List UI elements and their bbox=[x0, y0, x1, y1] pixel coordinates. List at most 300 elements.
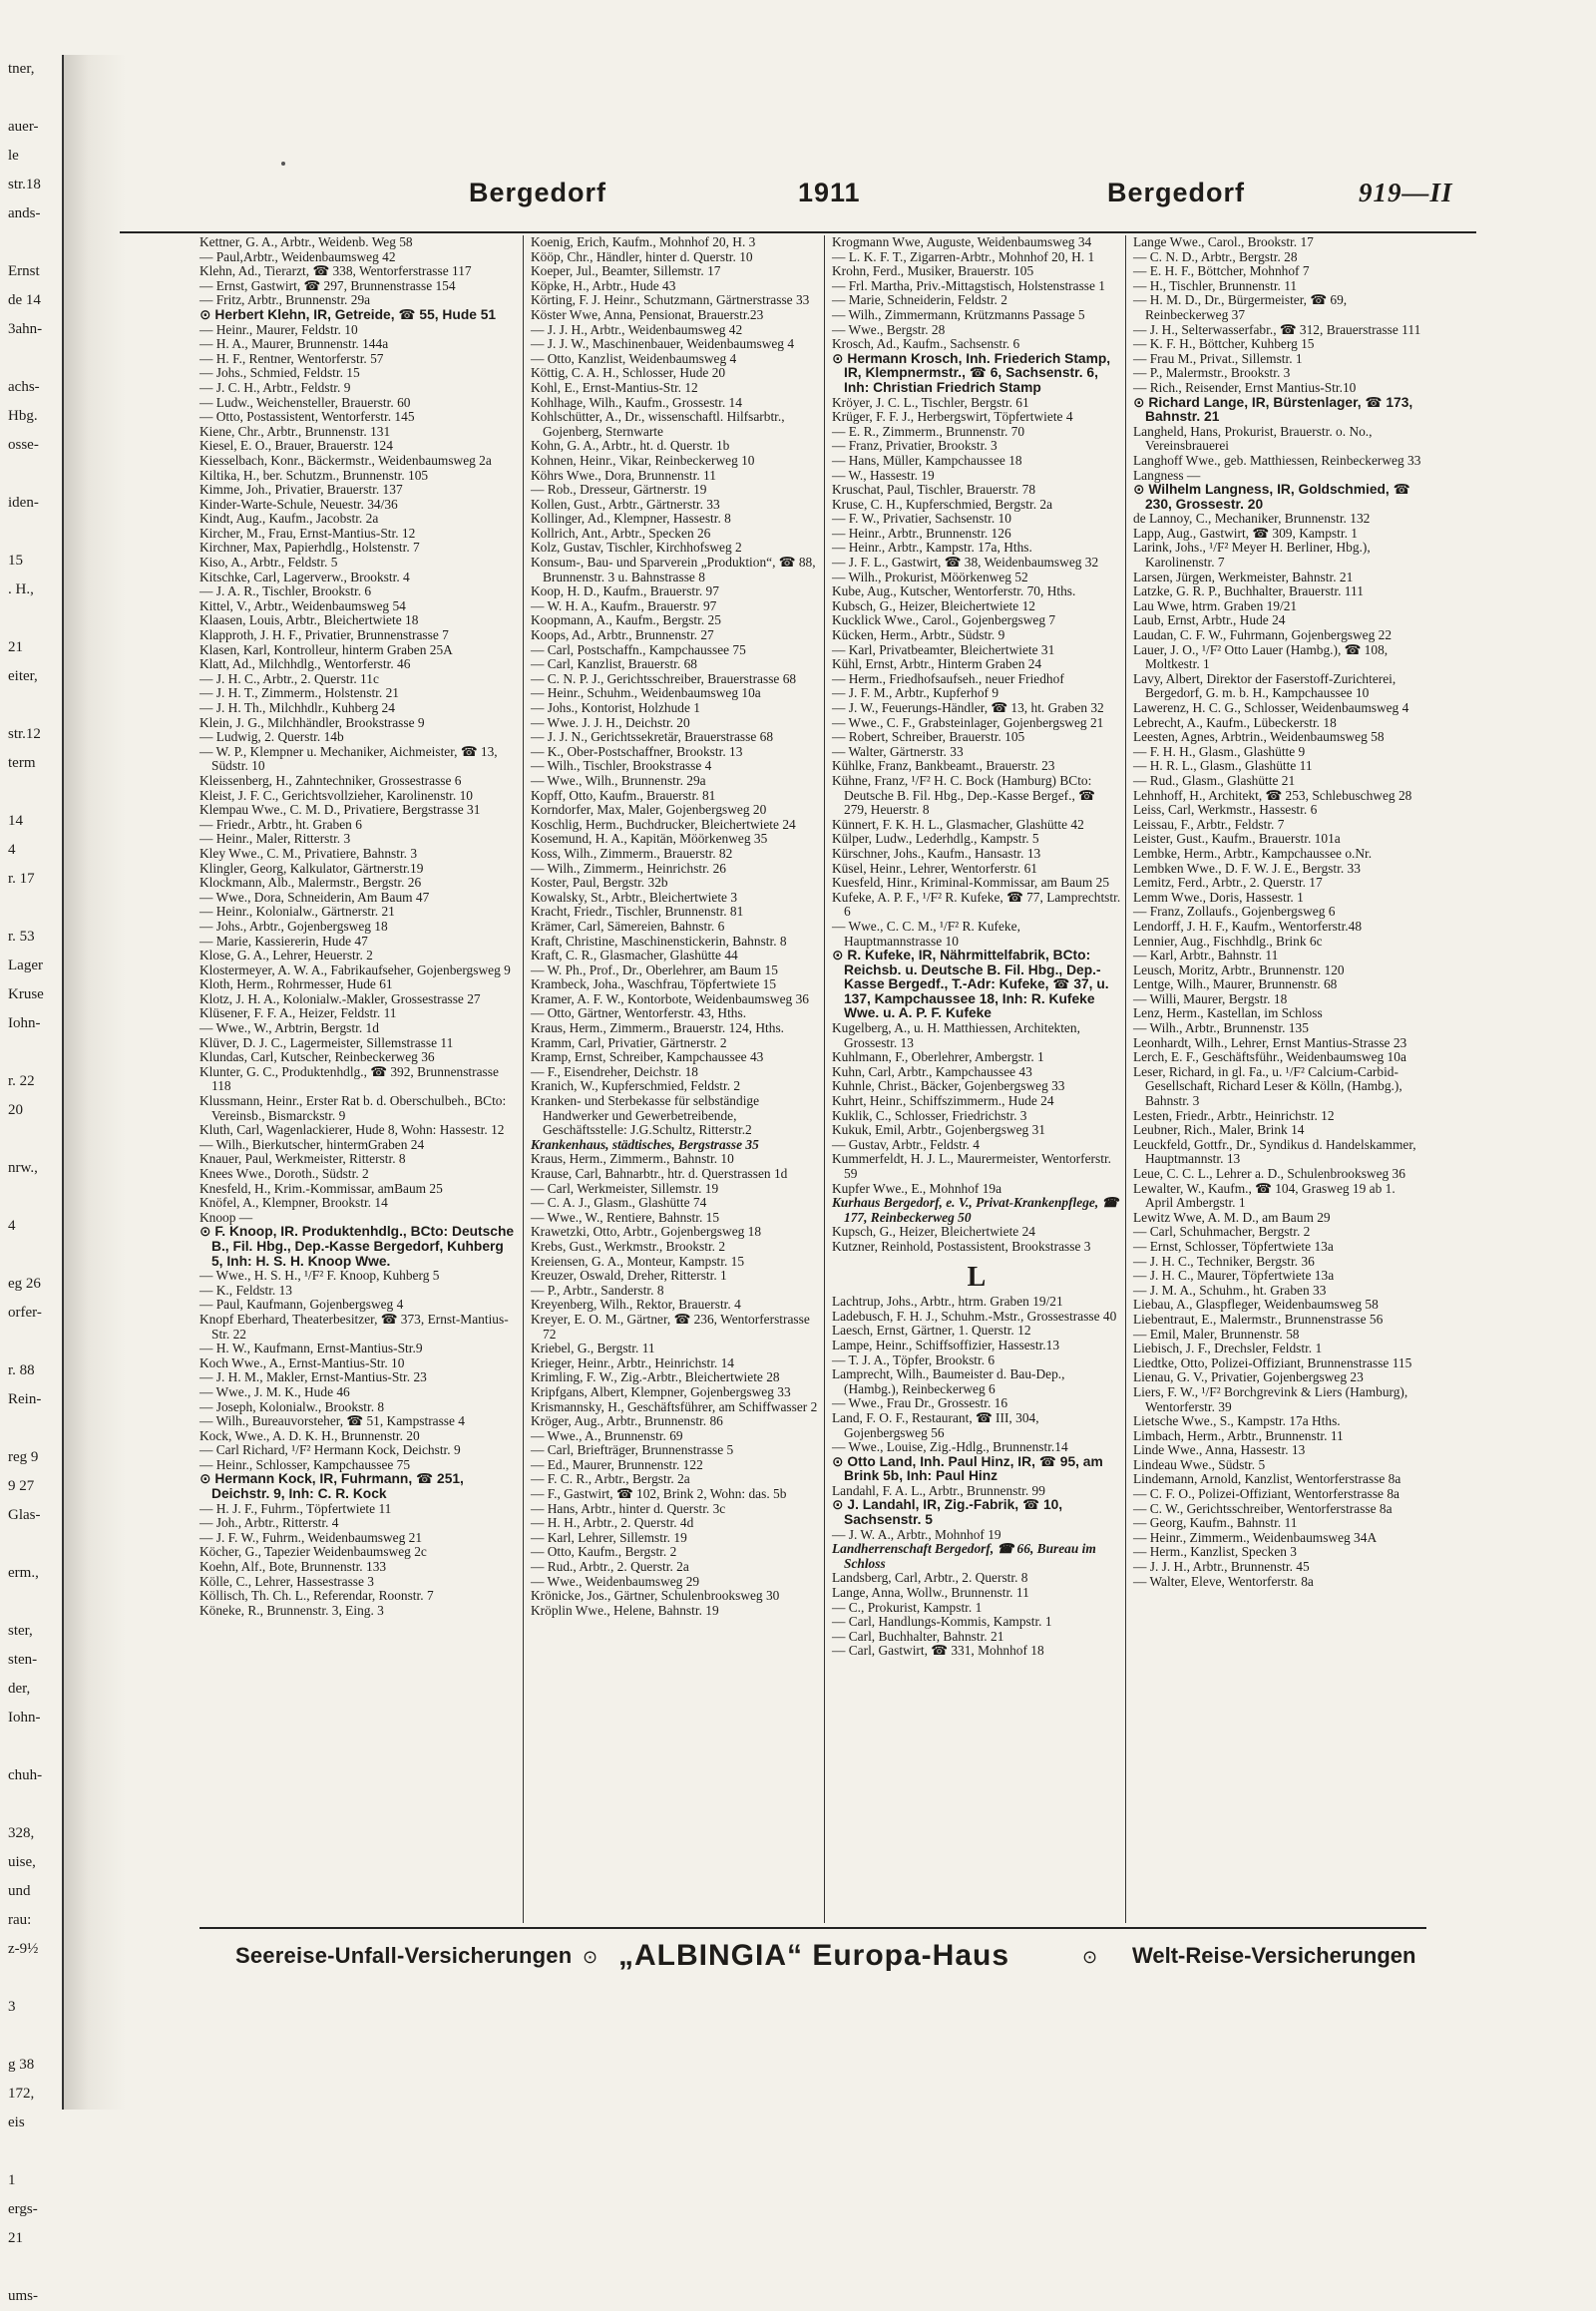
directory-entry: — Johs., Schmied, Feldstr. 15 bbox=[200, 365, 360, 381]
previous-page-text: r. 22 bbox=[8, 1073, 35, 1089]
directory-entry: Kürschner, Johs., Kaufm., Hansastr. 13 bbox=[832, 845, 1041, 861]
directory-entry: Klein, J. G., Milchhändler, Brookstrasse 9 bbox=[200, 714, 425, 730]
footer-separator-icon: ⊙ bbox=[1082, 1947, 1098, 1967]
directory-entry: — W. Ph., Prof., Dr., Oberlehrer, am Baum 15 bbox=[531, 962, 778, 977]
directory-entry: Kummerfeldt, H. J. L., Maurermeister, Wentorferstr. 59 bbox=[832, 1151, 1112, 1181]
directory-entry: Kramer, A. F. W., Kontorbote, Weidenbaumsweg 36 bbox=[531, 990, 809, 1006]
directory-entry: ⊙ Otto Land, Inh. Paul Hinz, IR, ☎ 95, am Brink 5b, Inh: Paul Hinz bbox=[832, 1453, 1103, 1484]
directory-entry: — Heinr., Arbtr., Brunnenstr. 126 bbox=[832, 525, 1011, 541]
directory-entry: Leiss, Carl, Werkmstr., Hassestr. 6 bbox=[1133, 802, 1318, 818]
directory-entry: — Karl, Privatbeamter, Bleichertwiete 31 bbox=[832, 641, 1055, 657]
directory-entry: Lembken Wwe., D. F. W. J. E., Bergstr. 33 bbox=[1133, 860, 1361, 876]
directory-entry: Krönicke, Jos., Gärtner, Schulenbrooksweg 30 bbox=[531, 1588, 780, 1604]
directory-entry: — Wwe. J. J. H., Deichstr. 20 bbox=[531, 714, 690, 730]
previous-page-text: 21 bbox=[8, 2230, 23, 2246]
directory-entry: — Herm., Kanzlist, Specken 3 bbox=[1133, 1544, 1297, 1560]
directory-entry: Kiso, A., Arbtr., Feldstr. 5 bbox=[200, 555, 338, 571]
previous-page-text bbox=[8, 778, 70, 807]
directory-entry: — Marie, Kassiererin, Hude 47 bbox=[200, 933, 368, 949]
directory-entry: Lau Wwe, htrm. Graben 19/21 bbox=[1133, 597, 1298, 613]
directory-entry: — E. H. F., Böttcher, Mohnhof 7 bbox=[1133, 263, 1310, 279]
directory-entry: Kirchner, Max, Papierhdlg., Holstenstr. 7 bbox=[200, 540, 420, 556]
directory-entry: — Carl, Briefträger, Brunnenstrasse 5 bbox=[531, 1442, 734, 1458]
directory-entry: — Herm., Friedhofsaufseh., neuer Friedhof bbox=[832, 670, 1064, 686]
directory-entry: Knopf Eberhard, Theaterbesitzer, ☎ 373, Ernst-Mantius-Str. 22 bbox=[200, 1311, 509, 1342]
directory-entry: Klundas, Carl, Kutscher, Reinbeckerweg 36 bbox=[200, 1049, 435, 1065]
directory-column-4 bbox=[1133, 235, 1424, 1921]
directory-entry: Lindemann, Arnold, Kanzlist, Wentorferstrasse 8a bbox=[1133, 1471, 1401, 1487]
directory-entry: Kramp, Ernst, Schreiber, Kampchaussee 43 bbox=[531, 1049, 764, 1065]
directory-entry: Liers, F. W., ¹/F² Borchgrevink & Liers (Hamburg), Wentorferstr. 39 bbox=[1133, 1383, 1408, 1414]
directory-entry: Land, F. O. F., Restaurant, ☎ III, 304, Gojenbergsweg 56 bbox=[832, 1409, 1039, 1440]
previous-page-text: 3 bbox=[8, 1999, 16, 2015]
directory-entry: — Hans, Müller, Kampchaussee 18 bbox=[832, 452, 1022, 468]
previous-page-text: . H., bbox=[8, 581, 34, 597]
directory-entry: — J. M. A., Schuhm., ht. Graben 33 bbox=[1133, 1282, 1327, 1298]
directory-entry: — Paul,Arbtr., Weidenbaumsweg 42 bbox=[200, 248, 396, 264]
previous-page-text bbox=[8, 604, 70, 633]
directory-entry: Kohl, E., Ernst-Mantius-Str. 12 bbox=[531, 379, 698, 395]
directory-entry: Leonhardt, Wilh., Lehrer, Ernst Mantius-Strasse 23 bbox=[1133, 1034, 1407, 1050]
directory-entry: Kluth, Carl, Wagenlackierer, Hude 8, Wohn: Hassestr. 12 bbox=[200, 1122, 505, 1138]
directory-entry: Krankenhaus, städtisches, Bergstrasse 35 bbox=[531, 1136, 759, 1152]
directory-entry: Lehnhoff, H., Architekt, ☎ 253, Schlebuschweg 28 bbox=[1133, 787, 1412, 803]
directory-entry: Lapp, Aug., Gastwirt, ☎ 309, Kampstr. 1 bbox=[1133, 525, 1358, 541]
directory-entry: — P., Malermstr., Brookstr. 3 bbox=[1133, 365, 1291, 381]
directory-entry: — Ludwig, 2. Querstr. 14b bbox=[200, 729, 344, 745]
page-header bbox=[0, 178, 1596, 217]
directory-entry: — J. J. N., Gerichtssekretär, Brauerstrasse 68 bbox=[531, 729, 774, 745]
directory-entry: Kolz, Gustav, Tischler, Kirchhofsweg 2 bbox=[531, 540, 742, 556]
directory-entry: — J. H. Th., Milchhdlr., Kuhberg 24 bbox=[200, 700, 395, 715]
directory-entry: Lendorff, J. H. F., Kaufm., Wentorferstr.48 bbox=[1133, 918, 1363, 934]
directory-entry: — K., Feldstr. 13 bbox=[200, 1282, 292, 1298]
directory-entry: — Wwe., Weidenbaumsweg 29 bbox=[531, 1573, 700, 1589]
directory-entry: Küsel, Heinr., Lehrer, Wentorferstr. 61 bbox=[832, 860, 1038, 876]
directory-entry: Koehn, Alf., Bote, Brunnenstr. 133 bbox=[200, 1559, 387, 1575]
previous-page-text bbox=[8, 2137, 70, 2166]
previous-page-text: r. 53 bbox=[8, 929, 35, 945]
directory-entry: — H. W., Kaufmann, Ernst-Mantius-Str.9 bbox=[200, 1341, 423, 1356]
directory-entry: — Frau M., Privat., Sillemstr. 1 bbox=[1133, 350, 1303, 366]
previous-page-text: 4 bbox=[8, 1218, 16, 1234]
directory-entry: Leister, Gust., Kaufm., Brauerstr. 101a bbox=[1133, 831, 1341, 847]
previous-page-text bbox=[8, 1328, 70, 1356]
directory-entry: — K. F. H., Böttcher, Kuhberg 15 bbox=[1133, 336, 1315, 352]
directory-column-3 bbox=[832, 235, 1121, 1921]
directory-entry: — Rud., Arbtr., 2. Querstr. 2a bbox=[531, 1559, 689, 1575]
directory-entry: Langness — bbox=[1133, 467, 1201, 483]
directory-entry: — W. H. A., Kaufm., Brauerstr. 97 bbox=[531, 597, 717, 613]
directory-entry: — J. F. M., Arbtr., Kupferhof 9 bbox=[832, 685, 999, 701]
directory-entry: Ladebusch, F. H. J., Schuhm.-Mstr., Grossestrasse 40 bbox=[832, 1308, 1117, 1324]
page-gutter bbox=[64, 55, 126, 2110]
previous-page-text bbox=[8, 894, 70, 923]
directory-entry: Knees Wwe., Doroth., Südstr. 2 bbox=[200, 1166, 369, 1181]
speck bbox=[281, 162, 285, 166]
directory-entry: Köhrs Wwe., Dora, Brunnenstr. 11 bbox=[531, 467, 716, 483]
directory-entry: — Wilh., Prokurist, Möörkenweg 52 bbox=[832, 569, 1028, 584]
previous-page-text bbox=[8, 1125, 70, 1154]
directory-entry: — Robert, Schreiber, Brauerstr. 105 bbox=[832, 729, 1025, 745]
directory-entry: Linde Wwe., Anna, Hassestr. 13 bbox=[1133, 1442, 1306, 1458]
directory-entry: — J. C. H., Arbtr., Feldstr. 9 bbox=[200, 379, 351, 395]
directory-entry: — Rud., Glasm., Glashütte 21 bbox=[1133, 772, 1296, 788]
directory-entry: Kindt, Aug., Kaufm., Jacobstr. 2a bbox=[200, 511, 379, 527]
previous-page-text: uise, bbox=[8, 1854, 36, 1870]
footer-center-ad: „ALBINGIA“ Europa-Haus bbox=[618, 1939, 1010, 1972]
directory-entry: — Heinr., Arbtr., Kampstr. 17a, Hths. bbox=[832, 540, 1032, 556]
previous-page-text: 172, bbox=[8, 2086, 35, 2102]
previous-page-text: 21 bbox=[8, 639, 23, 655]
directory-entry: Lennier, Aug., Fischhdlg., Brink 6c bbox=[1133, 933, 1323, 949]
directory-entry: Lesten, Friedr., Arbtr., Heinrichstr. 12 bbox=[1133, 1107, 1335, 1123]
directory-entry: Lemitz, Ferd., Arbtr., 2. Querstr. 17 bbox=[1133, 875, 1323, 891]
directory-entry: — Paul, Kaufmann, Gojenbergsweg 4 bbox=[200, 1297, 404, 1313]
previous-page-text: orfer- bbox=[8, 1305, 42, 1321]
directory-entry: Koopmann, A., Kaufm., Bergstr. 25 bbox=[531, 612, 721, 628]
directory-entry: Lange, Anna, Wollw., Brunnenstr. 11 bbox=[832, 1585, 1029, 1601]
directory-entry: — F., Gastwirt, ☎ 102, Brink 2, Wohn: das. 5b bbox=[531, 1486, 787, 1502]
previous-page-text: eg 26 bbox=[8, 1276, 41, 1292]
directory-entry: — Fritz, Arbtr., Brunnenstr. 29a bbox=[200, 292, 371, 308]
directory-entry: — C. A. J., Glasm., Glashütte 74 bbox=[531, 1195, 707, 1211]
directory-entry: — Johs., Kontorist, Holzhude 1 bbox=[531, 700, 700, 715]
directory-entry: Kreuzer, Oswald, Dreher, Ritterstr. 1 bbox=[531, 1268, 727, 1284]
previous-page-text bbox=[8, 1414, 70, 1443]
footer-left-ad: Seereise-Unfall-Versicherungen bbox=[235, 1943, 573, 1968]
directory-entry: — F. C. R., Arbtr., Bergstr. 2a bbox=[531, 1471, 690, 1487]
directory-entry: Laesch, Ernst, Gärtner, 1. Querstr. 12 bbox=[832, 1323, 1031, 1339]
directory-entry: Kreyer, E. O. M., Gärtner, ☎ 236, Wentorferstrasse 72 bbox=[531, 1311, 810, 1342]
directory-entry: Klaasen, Louis, Arbtr., Bleichertwiete 18 bbox=[200, 612, 419, 628]
directory-entry: — C. W., Gerichtsschreiber, Wentorferstrasse 8a bbox=[1133, 1500, 1393, 1516]
directory-entry: — Johs., Arbtr., Gojenbergsweg 18 bbox=[200, 918, 388, 934]
directory-entry: Konsum-, Bau- und Sparverein „Produktion“, ☎ 88, Brunnenstr. 3 u. Bahnstrasse 8 bbox=[531, 555, 816, 584]
directory-entry: Kubsch, G., Heizer, Bleichertwiete 12 bbox=[832, 597, 1035, 613]
directory-entry: Kraus, Herm., Zimmerm., Brauerstr. 124, Hths. bbox=[531, 1020, 785, 1036]
directory-entry: — K., Ober-Postschaffner, Brookstr. 13 bbox=[531, 743, 743, 759]
directory-entry: — Carl, Postschaffn., Kampchaussee 75 bbox=[531, 641, 746, 657]
header-left-place: Bergedorf bbox=[469, 178, 607, 207]
directory-entry: Kööp, Chr., Händler, hinter d. Querstr. 10 bbox=[531, 248, 753, 264]
directory-entry: Klose, G. A., Lehrer, Heuerstr. 2 bbox=[200, 948, 373, 963]
directory-entry: Lachtrup, Johs., Arbtr., htrm. Graben 19/21 bbox=[832, 1294, 1063, 1310]
directory-entry: Kreiensen, G. A., Monteur, Kampstr. 15 bbox=[531, 1253, 745, 1269]
directory-entry: — Wilh., Zimmerm., Heinrichstr. 26 bbox=[531, 860, 726, 876]
directory-entry: Lietsche Wwe., S., Kampstr. 17a Hths. bbox=[1133, 1413, 1341, 1429]
directory-entry: Kripfgans, Albert, Klempner, Gojenbergsweg 33 bbox=[531, 1383, 791, 1399]
directory-entry: Kupsch, G., Heizer, Bleichertwiete 24 bbox=[832, 1224, 1035, 1240]
directory-entry: — Wilh., Bierkutscher, hintermGraben 24 bbox=[200, 1136, 425, 1152]
previous-page-text: str.18 bbox=[8, 177, 41, 193]
previous-page-text: eis bbox=[8, 2115, 25, 2130]
directory-entry: Kohlhage, Wilh., Kaufm., Grossestr. 14 bbox=[531, 394, 742, 410]
directory-entry: — Rob., Dresseur, Gärtnerstr. 19 bbox=[531, 482, 707, 498]
previous-page-text bbox=[8, 1038, 70, 1067]
directory-entry: Kufeke, A. P. F., ¹/F² R. Kufeke, ☎ 77, Lamprechtstr. 6 bbox=[832, 889, 1121, 920]
previous-page-text bbox=[8, 2022, 70, 2051]
previous-page-text bbox=[8, 2253, 70, 2282]
directory-entry: Lemm Wwe., Doris, Hassestr. 1 bbox=[1133, 889, 1304, 905]
directory-entry: — Wwe., Bergstr. 28 bbox=[832, 321, 946, 337]
previous-page-text bbox=[8, 1241, 70, 1270]
directory-entry: Kramm, Carl, Privatier, Gärtnerstr. 2 bbox=[531, 1034, 727, 1050]
directory-entry: — W. P., Klempner u. Mechaniker, Aichmeister, ☎ 13, Südstr. 10 bbox=[200, 743, 498, 774]
directory-entry: — Willi, Maurer, Bergstr. 18 bbox=[1133, 990, 1288, 1006]
directory-entry: Külper, Ludw., Lederhdlg., Kampstr. 5 bbox=[832, 831, 1039, 847]
directory-entry: — Georg, Kaufm., Bahnstr. 11 bbox=[1133, 1515, 1298, 1531]
directory-entry: Krieger, Heinr., Arbtr., Heinrichstr. 14 bbox=[531, 1354, 734, 1370]
directory-entry: Lentge, Wilh., Maurer, Brunnenstr. 68 bbox=[1133, 976, 1338, 992]
previous-page-text bbox=[8, 691, 70, 720]
directory-entry: Koster, Paul, Bergstr. 32b bbox=[531, 875, 668, 891]
directory-entry: Krosch, Ad., Kaufm., Sachsenstr. 6 bbox=[832, 336, 1020, 352]
directory-entry: — J. H. C., Arbtr., 2. Querstr. 11c bbox=[200, 670, 379, 686]
directory-entry: Kranken- und Sterbekasse für selbständige Handwerker und Gewerbetreibende, Geschäftsstelle: J.G.Schultz, Ritterstr.2 bbox=[531, 1093, 760, 1138]
directory-entry: — Joseph, Kolonialw., Brookstr. 8 bbox=[200, 1398, 385, 1414]
directory-entry: Köneke, R., Brunnenstr. 3, Eing. 3 bbox=[200, 1602, 384, 1618]
directory-entry: Kiene, Chr., Arbtr., Brunnenstr. 131 bbox=[200, 423, 391, 439]
directory-entry: — Wwe., C. C. M., ¹/F² R. Kufeke, Hauptmannstrasse 10 bbox=[832, 918, 1020, 949]
directory-entry: — H., Tischler, Brunnenstr. 11 bbox=[1133, 277, 1298, 293]
directory-entry: — J. H., Selterwasserfabr., ☎ 312, Brauerstrasse 111 bbox=[1133, 321, 1421, 337]
directory-entry: Liebisch, J. F., Drechsler, Feldstr. 1 bbox=[1133, 1341, 1323, 1356]
directory-entry: — H. R. L., Glasm., Glashütte 11 bbox=[1133, 758, 1313, 774]
directory-entry: Krohn, Ferd., Musiker, Brauerstr. 105 bbox=[832, 263, 1034, 279]
directory-entry: — Otto, Postassistent, Wentorferstr. 145 bbox=[200, 409, 415, 425]
previous-page-text: 328, bbox=[8, 1825, 35, 1841]
directory-entry: Koops, Ad., Arbtr., Brunnenstr. 27 bbox=[531, 627, 714, 643]
previous-page-text: rau: bbox=[8, 1912, 32, 1928]
directory-entry: — Marie, Schneiderin, Feldstr. 2 bbox=[832, 292, 1007, 308]
directory-entry: — Carl, Gastwirt, ☎ 331, Mohnhof 18 bbox=[832, 1643, 1044, 1659]
directory-entry: Klussmann, Heinr., Erster Rat b. d. Oberschulbeh., BCto: Vereinsb., Bismarckstr. 9 bbox=[200, 1093, 507, 1123]
directory-entry: Knoop — bbox=[200, 1209, 253, 1225]
directory-entry: Leissau, F., Arbtr., Feldstr. 7 bbox=[1133, 816, 1285, 832]
directory-entry: — Emil, Maler, Brunnenstr. 58 bbox=[1133, 1326, 1300, 1342]
directory-entry: ⊙ Hermann Kock, IR, Fuhrmann, ☎ 251, Deichstr. 9, Inh: C. R. Kock bbox=[200, 1471, 464, 1502]
directory-entry: Lange Wwe., Carol., Brookstr. 17 bbox=[1133, 234, 1314, 249]
directory-entry: Kruschat, Paul, Tischler, Brauerstr. 78 bbox=[832, 482, 1036, 498]
directory-entry: Kuhlmann, F., Oberlehrer, Ambergstr. 1 bbox=[832, 1049, 1044, 1065]
directory-column-2 bbox=[531, 235, 820, 1921]
directory-entry: — J. H. T., Zimmerm., Holstenstr. 21 bbox=[200, 685, 399, 701]
directory-entry: Körting, F. J. Heinr., Schutzmann, Gärtnerstrasse 33 bbox=[531, 292, 810, 308]
directory-entry: — Gustav, Arbtr., Feldstr. 4 bbox=[832, 1136, 980, 1152]
directory-entry: Künnert, F. K. H. L., Glasmacher, Glashütte 42 bbox=[832, 816, 1084, 832]
directory-entry: Kollinger, Ad., Klempner, Hassestr. 8 bbox=[531, 511, 731, 527]
directory-entry: Leubner, Rich., Maler, Brink 14 bbox=[1133, 1122, 1305, 1138]
directory-entry: — P., Arbtr., Sanderstr. 8 bbox=[531, 1282, 664, 1298]
directory-entry: Kowalsky, St., Arbtr., Bleichertwiete 3 bbox=[531, 889, 738, 905]
previous-page-text: sten- bbox=[8, 1652, 38, 1668]
directory-entry: Lerch, E. F., Geschäftsführ., Weidenbaumsweg 10a bbox=[1133, 1049, 1406, 1065]
directory-entry: Kranich, W., Kupferschmied, Feldstr. 2 bbox=[531, 1078, 741, 1094]
directory-entry: — Frl. Martha, Priv.-Mittagstisch, Holstenstrasse 1 bbox=[832, 277, 1105, 293]
directory-entry: — Wwe., Wilh., Brunnenstr. 29a bbox=[531, 772, 706, 788]
previous-page-text: nrw., bbox=[8, 1160, 38, 1176]
directory-entry: — Wwe., C. F., Grabsteinlager, Gojenbergsweg 21 bbox=[832, 714, 1104, 730]
previous-page-text: ergs- bbox=[8, 2201, 38, 2217]
directory-entry: Landsberg, Carl, Arbtr., 2. Querstr. 8 bbox=[832, 1570, 1028, 1586]
page-number: 919—II bbox=[1359, 178, 1453, 207]
directory-entry: — Wwe., W., Arbtrin, Bergstr. 1d bbox=[200, 1020, 379, 1036]
directory-entry: de Lannoy, C., Mechaniker, Brunnenstr. 132 bbox=[1133, 511, 1371, 527]
directory-entry: Klempau Wwe., C. M. D., Privatiere, Bergstrasse 31 bbox=[200, 802, 481, 818]
directory-entry: Krause, Carl, Bahnarbtr., htr. d. Querstrassen 1d bbox=[531, 1166, 788, 1181]
directory-entry: Kley Wwe., C. M., Privatiere, Bahnstr. 3 bbox=[200, 845, 418, 861]
directory-entry: — Joh., Arbtr., Ritterstr. 4 bbox=[200, 1515, 339, 1531]
directory-entry: ⊙ Richard Lange, IR, Bürstenlager, ☎ 173, Bahnstr. 21 bbox=[1133, 394, 1413, 425]
directory-entry: Landherrenschaft Bergedorf, ☎ 66, Bureau im Schloss bbox=[832, 1541, 1096, 1571]
directory-entry: Koch Wwe., A., Ernst-Mantius-Str. 10 bbox=[200, 1354, 405, 1370]
directory-entry: — Walter, Eleve, Wentorferstr. 8a bbox=[1133, 1573, 1314, 1589]
previous-page-text bbox=[8, 518, 70, 547]
directory-entry: — Carl, Handlungs-Kommis, Kampstr. 1 bbox=[832, 1614, 1052, 1630]
directory-entry: Lawerenz, H. C. G., Schlosser, Weidenbaumsweg 4 bbox=[1133, 700, 1409, 715]
directory-entry: Liebau, A., Glaspfleger, Weidenbaumsweg 58 bbox=[1133, 1297, 1379, 1313]
directory-entry: Kloth, Herm., Rohrmesser, Hude 61 bbox=[200, 976, 393, 992]
previous-page-text: Hbg. bbox=[8, 408, 38, 424]
directory-entry: Kircher, M., Frau, Ernst-Mantius-Str. 12 bbox=[200, 525, 416, 541]
previous-page-text: reg 9 bbox=[8, 1449, 39, 1465]
previous-page-text: iden- bbox=[8, 495, 39, 511]
previous-page-text: 14 bbox=[8, 813, 23, 829]
directory-entry: Kitschke, Carl, Lagerverw., Brookstr. 4 bbox=[200, 569, 410, 584]
directory-entry: — Ludw., Weichensteller, Brauerstr. 60 bbox=[200, 394, 411, 410]
previous-page-text bbox=[8, 1183, 70, 1212]
directory-entry: — Carl, Buchhalter, Bahnstr. 21 bbox=[832, 1628, 1004, 1644]
directory-entry: Kröyer, J. C. L., Tischler, Bergstr. 61 bbox=[832, 394, 1029, 410]
directory-entry: — Hans, Arbtr., hinter d. Querstr. 3c bbox=[531, 1500, 726, 1516]
directory-entry: Koop, H. D., Kaufm., Brauerstr. 97 bbox=[531, 583, 719, 599]
directory-column-1 bbox=[200, 235, 517, 1921]
directory-entry: Klunter, G. C., Produktenhdlg., ☎ 392, Brunnenstrasse 118 bbox=[200, 1063, 499, 1094]
directory-entry: Kohn, G. A., Arbtr., ht. d. Querstr. 1b bbox=[531, 438, 730, 454]
directory-entry: — Carl, Werkmeister, Sillemstr. 19 bbox=[531, 1180, 719, 1196]
directory-entry: — H. M. D., Dr., Bürgermeister, ☎ 69, Reinbeckerweg 37 bbox=[1133, 292, 1348, 322]
directory-entry: Kraft, Christine, Maschinenstickerin, Bahnstr. 8 bbox=[531, 933, 787, 949]
directory-entry: Knesfeld, H., Krim.-Kommissar, amBaum 25 bbox=[200, 1180, 443, 1196]
directory-entry: Koeper, Jul., Beamter, Sillemstr. 17 bbox=[531, 263, 721, 279]
directory-entry: — C. N. D., Arbtr., Bergstr. 28 bbox=[1133, 248, 1298, 264]
footer-right-ad: Welt-Reise-Versicherungen bbox=[1132, 1943, 1416, 1968]
directory-entry: Kröger, Aug., Arbtr., Brunnenstr. 86 bbox=[531, 1413, 723, 1429]
directory-entry: — Carl, Kanzlist, Brauerstr. 68 bbox=[531, 656, 697, 672]
directory-entry: Klüsener, F. F. A., Heizer, Feldstr. 11 bbox=[200, 1005, 397, 1021]
directory-entry: Koschlig, Herm., Buchdrucker, Bleichertwiete 24 bbox=[531, 816, 796, 832]
directory-entry: Kuhrt, Heinr., Schiffszimmerm., Hude 24 bbox=[832, 1093, 1054, 1109]
directory-entry: Kracht, Friedr., Tischler, Brunnenstr. 81 bbox=[531, 904, 744, 920]
directory-entry: Lindeau Wwe., Südstr. 5 bbox=[1133, 1456, 1266, 1472]
directory-entry: Kucklick Wwe., Carol., Gojenbergsweg 7 bbox=[832, 612, 1056, 628]
directory-entry: — Franz, Privatier, Brookstr. 3 bbox=[832, 438, 998, 454]
directory-entry: Kohnen, Heinr., Vikar, Reinbeckerweg 10 bbox=[531, 452, 755, 468]
header-right-place: Bergedorf bbox=[1107, 178, 1246, 207]
directory-entry: Kuhnle, Christ., Bäcker, Gojenbergsweg 33 bbox=[832, 1078, 1065, 1094]
directory-entry: — Otto, Kanzlist, Weidenbaumsweg 4 bbox=[531, 350, 737, 366]
previous-page-text bbox=[8, 460, 70, 489]
directory-entry: Kreyenberg, Wilh., Rektor, Brauerstr. 4 bbox=[531, 1297, 741, 1313]
directory-entry: — Ernst, Gastwirt, ☎ 297, Brunnenstrasse 154 bbox=[200, 277, 456, 293]
directory-entry: Kraft, C. R., Glasmacher, Glashütte 44 bbox=[531, 948, 738, 963]
directory-entry: Lebrecht, A., Kaufm., Lübeckerstr. 18 bbox=[1133, 714, 1337, 730]
directory-entry: ⊙ F. Knoop, IR. Produktenhdlg., BCto: Deutsche B., Fil. Hbg., Dep.-Kasse Bergedorf, Kuhberg 5, Inh: H. S. H. Knoop Wwe. bbox=[200, 1224, 515, 1269]
directory-entry: Köster Wwe, Anna, Pensionat, Brauerstr.23 bbox=[531, 306, 764, 322]
previous-page-text: Ernst bbox=[8, 263, 40, 279]
directory-entry: Leuckfeld, Gottfr., Dr., Syndikus d. Handelskammer, Hauptmannstr. 13 bbox=[1133, 1136, 1416, 1167]
directory-entry: Lienau, G. V., Privatier, Gojenbergsweg 23 bbox=[1133, 1369, 1364, 1385]
previous-page-text: str.12 bbox=[8, 726, 41, 742]
directory-entry: Krimling, F. W., Zig.-Arbtr., Bleichertwiete 28 bbox=[531, 1369, 780, 1385]
directory-entry: Laub, Ernst, Arbtr., Hude 24 bbox=[1133, 612, 1286, 628]
directory-entry: — J. F. L., Gastwirt, ☎ 38, Weidenbaumsweg 32 bbox=[832, 555, 1099, 571]
previous-page-text: le bbox=[8, 148, 19, 164]
footer-rule bbox=[200, 1927, 1426, 1929]
previous-page-text: tner, bbox=[8, 61, 35, 77]
directory-entry: Larink, Johs., ¹/F² Meyer H. Berliner, Hbg.), Karolinenstr. 7 bbox=[1133, 540, 1371, 571]
directory-entry: — J. J. H., Arbtr., Weidenbaumsweg 42 bbox=[531, 321, 743, 337]
directory-entry: Koenig, Erich, Kaufm., Mohnhof 20, H. 3 bbox=[531, 234, 756, 249]
directory-entry: — J. J. H., Arbtr., Brunnenstr. 45 bbox=[1133, 1559, 1310, 1575]
directory-entry: — Wwe., Dora, Schneiderin, Am Baum 47 bbox=[200, 889, 430, 905]
directory-entry: — E. R., Zimmerm., Brunnenstr. 70 bbox=[832, 423, 1025, 439]
section-letter: L bbox=[967, 1261, 987, 1293]
directory-entry: Klockmann, Alb., Malermstr., Bergstr. 26 bbox=[200, 875, 422, 891]
directory-entry: Lampe, Heinr., Schiffsoffizier, Hassestr.13 bbox=[832, 1337, 1060, 1352]
previous-page-text: 15 bbox=[8, 553, 23, 569]
directory-entry: — J. W., Feuerungs-Händler, ☎ 13, ht. Graben 32 bbox=[832, 700, 1104, 715]
directory-entry: Liebentraut, E., Malermstr., Brunnenstrasse 56 bbox=[1133, 1311, 1384, 1327]
directory-entry: — F. W., Privatier, Sachsenstr. 10 bbox=[832, 511, 1011, 527]
previous-page-fragment bbox=[0, 55, 64, 2304]
previous-page-text: 4 bbox=[8, 842, 16, 858]
directory-entry: — J. W. A., Arbtr., Mohnhof 19 bbox=[832, 1526, 1001, 1542]
directory-entry: Leusch, Moritz, Arbtr., Brunnenstr. 120 bbox=[1133, 962, 1345, 977]
directory-entry: Lauer, J. O., ¹/F² Otto Lauer (Hambg.), ☎ 108, Moltkestr. 1 bbox=[1133, 641, 1389, 672]
directory-entry: Limbach, Herm., Arbtr., Brunnenstr. 11 bbox=[1133, 1427, 1344, 1443]
directory-entry: Kimme, Joh., Privatier, Brauerstr. 137 bbox=[200, 482, 403, 498]
directory-entry: Kollrich, Ant., Arbtr., Specken 26 bbox=[531, 525, 711, 541]
directory-entry: — Wwe., Louise, Zig.-Hdlg., Brunnenstr.14 bbox=[832, 1439, 1068, 1455]
directory-entry: — Heinr., Zimmerm., Weidenbaumsweg 34A bbox=[1133, 1529, 1378, 1545]
directory-entry: Kube, Aug., Kutscher, Wentorferstr. 70, Hths. bbox=[832, 583, 1076, 599]
directory-entry: Klasen, Karl, Kontrolleur, hinterm Graben 25A bbox=[200, 641, 453, 657]
directory-entry: — Walter, Gärtnerstr. 33 bbox=[832, 743, 964, 759]
directory-entry: — Wilh., Bureauvorsteher, ☎ 51, Kampstrasse 4 bbox=[200, 1413, 466, 1429]
directory-entry: Kriebel, G., Bergstr. 11 bbox=[531, 1341, 655, 1356]
previous-page-text: Iohn- bbox=[8, 1015, 41, 1031]
directory-entry: Klingler, Georg, Kalkulator, Gärtnerstr.19 bbox=[200, 860, 424, 876]
column-divider bbox=[523, 235, 524, 1923]
previous-page-text bbox=[8, 228, 70, 257]
directory-entry: — C., Prokurist, Kampstr. 1 bbox=[832, 1599, 983, 1615]
directory-entry: Kosemund, H. A., Kapitän, Möörkenweg 35 bbox=[531, 831, 768, 847]
previous-page-text: eiter, bbox=[8, 668, 38, 684]
directory-entry: — F. H. H., Glasm., Glashütte 9 bbox=[1133, 743, 1306, 759]
directory-entry: — Wilh., Zimmermann, Krützmanns Passage 5 bbox=[832, 306, 1085, 322]
directory-entry: Krambeck, Joha., Waschfrau, Töpfertwiete 15 bbox=[531, 976, 777, 992]
previous-page-text: und bbox=[8, 1883, 31, 1899]
directory-entry: — Wwe., J. M. K., Hude 46 bbox=[200, 1383, 350, 1399]
directory-entry: Klostermeyer, A. W. A., Fabrikaufseher, Gojenbergsweg 9 bbox=[200, 962, 511, 977]
directory-entry: Klotz, J. H. A., Kolonialw.-Makler, Grossestrasse 27 bbox=[200, 990, 481, 1006]
directory-entry: ⊙ Hermann Krosch, Inh. Friederich Stamp, IR, Klempnermstr., ☎ 6, Sachsenstr. 6, Inh: Christian Friedrich Stamp bbox=[832, 350, 1111, 395]
directory-entry: Köttig, C. A. H., Schlosser, Hude 20 bbox=[531, 365, 726, 381]
previous-page-text: Rein- bbox=[8, 1391, 42, 1407]
directory-entry: Kraus, Herm., Zimmerm., Bahnstr. 10 bbox=[531, 1151, 734, 1167]
